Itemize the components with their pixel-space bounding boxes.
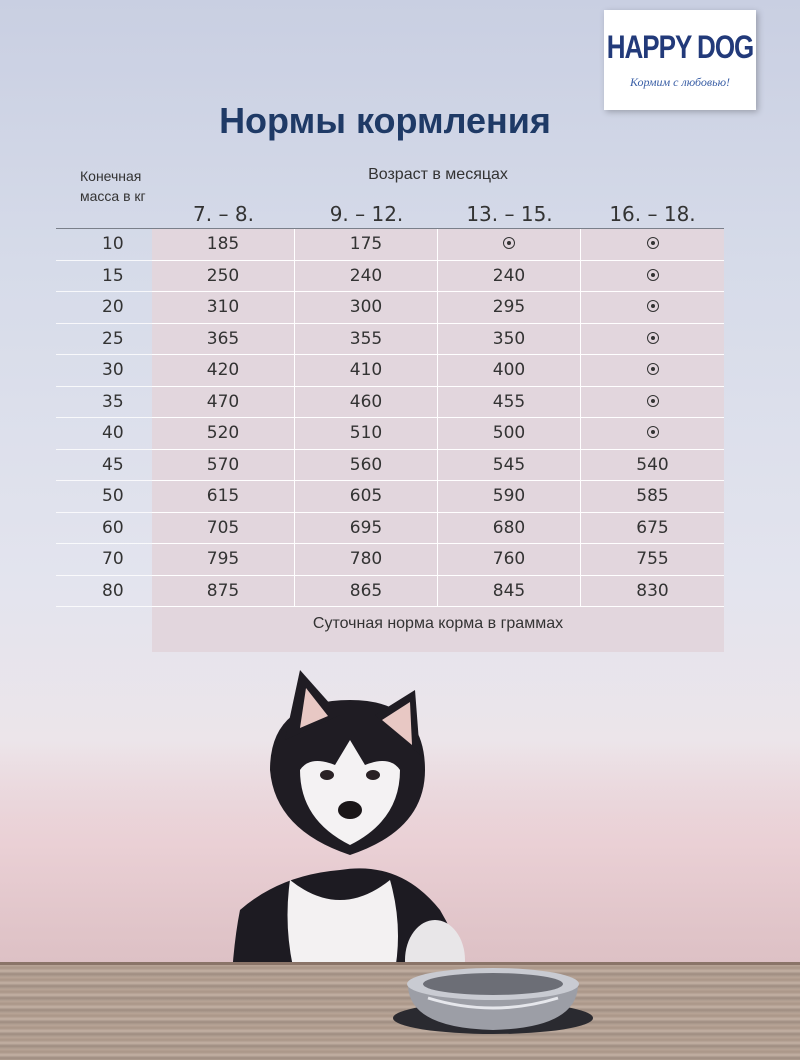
brand-logo-card [604, 10, 756, 110]
value-cell: 455 [438, 387, 581, 419]
value-cell: 420 [152, 355, 295, 387]
value-cell: 460 [295, 387, 438, 419]
value-cell: 570 [152, 450, 295, 482]
value-cell: 350 [438, 324, 581, 356]
dot-circle-icon [647, 363, 659, 375]
value-cell: 705 [152, 513, 295, 545]
value-cell: 605 [295, 481, 438, 513]
value-cell: 675 [581, 513, 724, 545]
value-cell: 240 [295, 261, 438, 293]
table-row [56, 544, 724, 576]
mass-cell: 70 [56, 544, 152, 576]
value-cell: 365 [152, 324, 295, 356]
table-row [56, 481, 724, 513]
mass-column-label: Конечная масса в кг [80, 168, 146, 204]
mass-cell: 20 [56, 292, 152, 324]
table-row [56, 450, 724, 482]
value-cell: 355 [295, 324, 438, 356]
mass-cell: 25 [56, 324, 152, 356]
value-cell: 875 [152, 576, 295, 608]
value-cell: 500 [438, 418, 581, 450]
mass-cell: 15 [56, 261, 152, 293]
value-cell: 780 [295, 544, 438, 576]
not-applicable-cell [581, 324, 724, 356]
value-cell: 400 [438, 355, 581, 387]
value-cell: 520 [152, 418, 295, 450]
age-column-headers [152, 202, 724, 228]
mass-cell: 35 [56, 387, 152, 419]
not-applicable-cell [581, 355, 724, 387]
mass-cell: 60 [56, 513, 152, 545]
table-row [56, 229, 724, 261]
mass-cell: 50 [56, 481, 152, 513]
value-cell: 845 [438, 576, 581, 608]
mass-cell: 80 [56, 576, 152, 608]
value-cell: 865 [295, 576, 438, 608]
not-applicable-cell [581, 261, 724, 293]
table-row [56, 324, 724, 356]
table-row [56, 576, 724, 608]
value-cell: 795 [152, 544, 295, 576]
age-group-label: Возраст в месяцах [368, 166, 508, 183]
value-cell: 545 [438, 450, 581, 482]
value-cell: 560 [295, 450, 438, 482]
value-cell: 300 [295, 292, 438, 324]
footer-note: Суточная норма корма в граммах [152, 607, 724, 652]
dot-circle-icon [503, 237, 515, 249]
dot-circle-icon [647, 237, 659, 249]
dot-circle-icon [647, 395, 659, 407]
value-cell: 295 [438, 292, 581, 324]
food-bowl-image [388, 958, 598, 1038]
mass-cell: 10 [56, 229, 152, 261]
table-row [56, 387, 724, 419]
dot-circle-icon [647, 300, 659, 312]
not-applicable-cell [438, 229, 581, 261]
table-row [56, 292, 724, 324]
value-cell: 760 [438, 544, 581, 576]
not-applicable-cell [581, 418, 724, 450]
dot-circle-icon [647, 269, 659, 281]
value-cell: 410 [295, 355, 438, 387]
mass-cell: 30 [56, 355, 152, 387]
value-cell: 250 [152, 261, 295, 293]
value-cell: 540 [581, 450, 724, 482]
value-cell: 615 [152, 481, 295, 513]
table-row [56, 261, 724, 293]
value-cell: 695 [295, 513, 438, 545]
not-applicable-cell [581, 229, 724, 261]
value-cell: 240 [438, 261, 581, 293]
table-row [56, 513, 724, 545]
feeding-table [56, 229, 724, 607]
not-applicable-cell [581, 387, 724, 419]
age-header-cell: 7. – 8. [193, 202, 254, 226]
brand-slogan: Кормим с любовью! [629, 75, 731, 89]
value-cell: 590 [438, 481, 581, 513]
age-header-cell: 9. – 12. [329, 202, 404, 226]
table-row [56, 355, 724, 387]
brand-logo: HAPPY DOG [606, 28, 754, 66]
value-cell: 830 [581, 576, 724, 608]
value-cell: 755 [581, 544, 724, 576]
age-header-cell: 13. – 15. [466, 202, 553, 226]
age-header-cell: 16. – 18. [609, 202, 696, 226]
value-cell: 470 [152, 387, 295, 419]
mass-cell: 40 [56, 418, 152, 450]
value-cell: 175 [295, 229, 438, 261]
dot-circle-icon [647, 332, 659, 344]
page-title: Нормы кормления [219, 100, 551, 141]
value-cell: 680 [438, 513, 581, 545]
value-cell: 585 [581, 481, 724, 513]
mass-cell: 45 [56, 450, 152, 482]
table-row [56, 418, 724, 450]
value-cell: 310 [152, 292, 295, 324]
value-cell: 185 [152, 229, 295, 261]
value-cell: 510 [295, 418, 438, 450]
dot-circle-icon [647, 426, 659, 438]
not-applicable-cell [581, 292, 724, 324]
